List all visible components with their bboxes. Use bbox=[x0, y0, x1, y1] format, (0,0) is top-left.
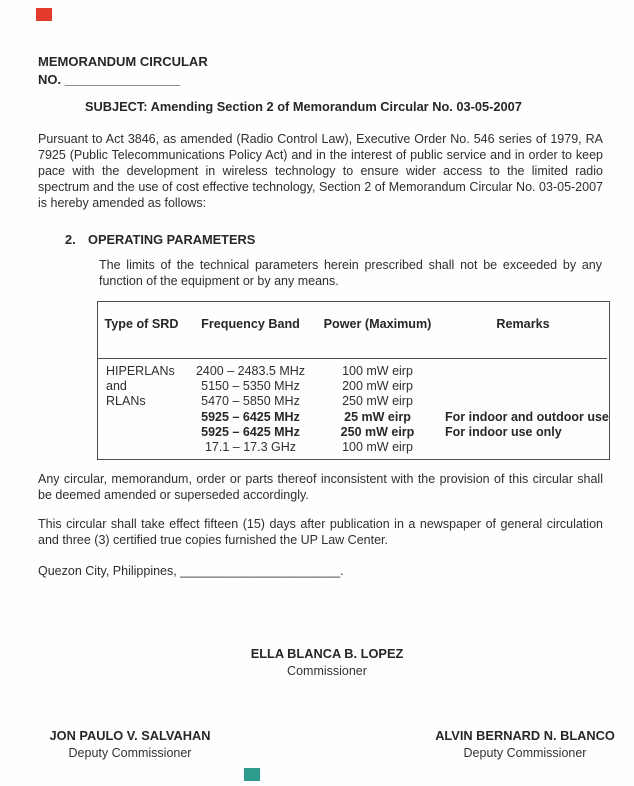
table-cell-line: For indoor use only bbox=[445, 424, 562, 439]
table-cell-line: HIPERLANs bbox=[106, 364, 175, 378]
table-cell-line: 5925 – 6425 MHz bbox=[201, 424, 300, 439]
section-number: 2. bbox=[65, 232, 76, 247]
table-cell-line bbox=[439, 364, 607, 379]
paragraph-effectivity: This circular shall take effect fifteen (15) days after publication in a newspaper of general circulation and three (3) certified true copies furnished the UP Law Center. bbox=[38, 517, 603, 547]
col-remarks bbox=[439, 359, 607, 459]
table-cell-line bbox=[439, 394, 607, 409]
table-header-type-of-srd: Type of SRD bbox=[98, 302, 185, 359]
commissioner-name: ELLA BLANCA B. LOPEZ bbox=[250, 646, 404, 661]
table-cell-line: RLANs bbox=[106, 394, 146, 409]
paragraph-preamble: Pursuant to Act 3846, as amended (Radio Control Law), Executive Order No. 546 series of 1979, RA 7925 (Public Telecommunications Policy Act) and in the interest of public service and in order to keep pace with the development in wireless technology to ensure wider access to the limited radio spectrum and the use of cost effective technology, Section 2 of Memorandum Circular No. 03-05-2007 is hereby amended as follows: bbox=[38, 132, 603, 210]
operating-parameters-table bbox=[97, 301, 610, 460]
deputy-left-title: Deputy Commissioner bbox=[68, 745, 192, 760]
table-cell-line: 100 mW eirp bbox=[342, 364, 413, 378]
section-body-paragraph: The limits of the technical parameters herein prescribed shall not be exceeded by any function of the equipment or by any means. bbox=[99, 258, 602, 288]
table-cell-line: 5925 – 6425 MHz bbox=[201, 409, 300, 424]
red-registration-mark bbox=[36, 8, 52, 21]
signature-deputy-right bbox=[430, 727, 620, 762]
table-cell-line: 25 mW eirp bbox=[344, 409, 411, 424]
section-heading bbox=[65, 232, 255, 247]
signature-deputy-left bbox=[40, 727, 220, 762]
col-type-of-srd bbox=[98, 359, 185, 459]
table-cell-line: 17.1 – 17.3 GHz bbox=[204, 439, 297, 454]
table-header-remarks: Remarks bbox=[439, 302, 607, 359]
table-cell-line: 5150 – 5350 MHz bbox=[201, 379, 300, 394]
table-header-power-maximum: Power (Maximum) bbox=[316, 302, 439, 359]
table-cell-line: and bbox=[106, 379, 127, 394]
paragraph-superseded: Any circular, memorandum, order or parts thereof inconsistent with the provision of this circular shall be deemed amended or superseded accordingly. bbox=[38, 472, 603, 502]
table-cell-line: 250 mW eirp bbox=[342, 394, 413, 409]
teal-registration-mark bbox=[244, 768, 260, 781]
place-date-line: Quezon City, Philippines, _______________________. bbox=[38, 564, 344, 578]
signature-commissioner bbox=[38, 645, 616, 680]
commissioner-title: Commissioner bbox=[287, 663, 367, 678]
deputy-right-name: ALVIN BERNARD N. BLANCO bbox=[435, 728, 615, 743]
memo-title-block bbox=[38, 53, 208, 88]
section-title: OPERATING PARAMETERS bbox=[88, 232, 256, 247]
table-cell-line: 250 mW eirp bbox=[340, 424, 415, 439]
deputy-left-name: JON PAULO V. SALVAHAN bbox=[49, 728, 211, 743]
table-cell-line: 100 mW eirp bbox=[342, 439, 413, 454]
table-cell-line: 2400 – 2483.5 MHz bbox=[195, 364, 306, 378]
col-frequency-band bbox=[185, 359, 316, 459]
deputy-right-title: Deputy Commissioner bbox=[463, 745, 587, 760]
subject-line: SUBJECT: Amending Section 2 of Memorandum Circular No. 03-05-2007 bbox=[85, 99, 522, 114]
memo-title-line: MEMORANDUM CIRCULAR bbox=[38, 54, 208, 69]
table-cell-line: 200 mW eirp bbox=[342, 379, 413, 394]
memo-number-line: NO. ________________ bbox=[38, 71, 181, 87]
table-header-frequency-band: Frequency Band bbox=[185, 302, 316, 359]
col-power-maximum bbox=[316, 359, 439, 459]
table-cell-line bbox=[439, 379, 607, 394]
table-cell-line: For indoor and outdoor use bbox=[445, 409, 609, 424]
table-cell-line: 5470 – 5850 MHz bbox=[201, 394, 300, 409]
table-cell-line bbox=[439, 440, 607, 455]
